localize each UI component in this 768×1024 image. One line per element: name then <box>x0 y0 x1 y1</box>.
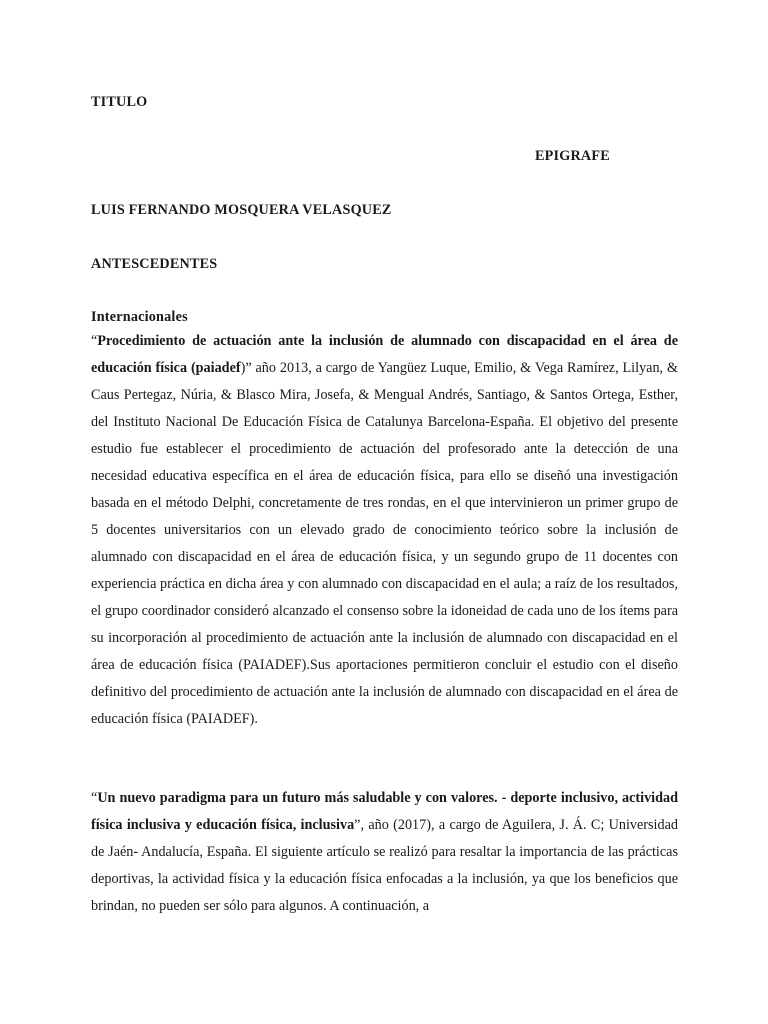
open-quote: “ <box>91 333 98 349</box>
reference-paragraph-2 <box>91 785 678 920</box>
section-heading: ANTESCEDENTES <box>91 256 218 272</box>
close-quote: ” <box>354 817 361 833</box>
close-quote: )” <box>240 360 252 376</box>
reference-paragraph-1 <box>91 328 678 733</box>
open-quote: “ <box>91 790 98 806</box>
document-title: TITULO <box>91 94 148 110</box>
document-epigraph: EPIGRAFE <box>535 148 610 164</box>
reference-title-2: Un nuevo paradigma para un futuro más saludable y con valores. - deporte inclusivo, actividad física inclusiva y educación física, inclusiva <box>91 790 678 833</box>
reference-body-2: , año (2017), a cargo de Aguilera, J. Á. C; Universidad de Jaén- Andalucía, España. El siguiente artículo se realizó para resaltar la importancia de las prácticas deportivas, la actividad física y la educación física enfocadas a la inclusión, ya que los beneficios que brindan, no pueden ser sólo para algunos. A continuación, a <box>91 817 678 914</box>
subsection-heading: Internacionales <box>91 309 188 325</box>
reference-body-1: año 2013, a cargo de Yangüez Luque, Emilio, & Vega Ramírez, Lilyan, & Caus Pertegaz, Núria, & Blasco Mira, Josefa, & Mengual Andrés, Santiago, & Santos Ortega, Esther, del Instituto Nacional De Educación Física de Catalunya Barcelona-España. El objetivo del presente estudio fue establecer el procedimiento de actuación del profesorado ante la detección de una necesidad educativa específica en el área de educación física, para ello se diseñó una investigación basada en el método Delphi, concretamente de tres rondas, en el que intervinieron un primer grupo de 5 docentes universitarios con un elevado grado de conocimiento teórico sobre la inclusión de alumnado con discapacidad en el área de educación física, y un segundo grupo de 11 docentes con experiencia práctica en dicha área y con alumnado con discapacidad en el aula; a raíz de los resultados, el grupo coordinador consideró alcanzado el consenso sobre la idoneidad de cada uno de los ítems para su incorporación al procedimiento de actuación ante la inclusión de alumnado con discapacidad en el área de educación física (PAIADEF).Sus aportaciones permitieron concluir el estudio con el diseño definitivo del procedimiento de actuación ante la inclusión de alumnado con discapacidad en el área de educación física (PAIADEF). <box>91 360 678 727</box>
author-name: LUIS FERNANDO MOSQUERA VELASQUEZ <box>91 202 392 218</box>
reference-title-1: Procedimiento de actuación ante la inclusión de alumnado con discapacidad en el área de educación física (paiadef <box>91 333 678 376</box>
